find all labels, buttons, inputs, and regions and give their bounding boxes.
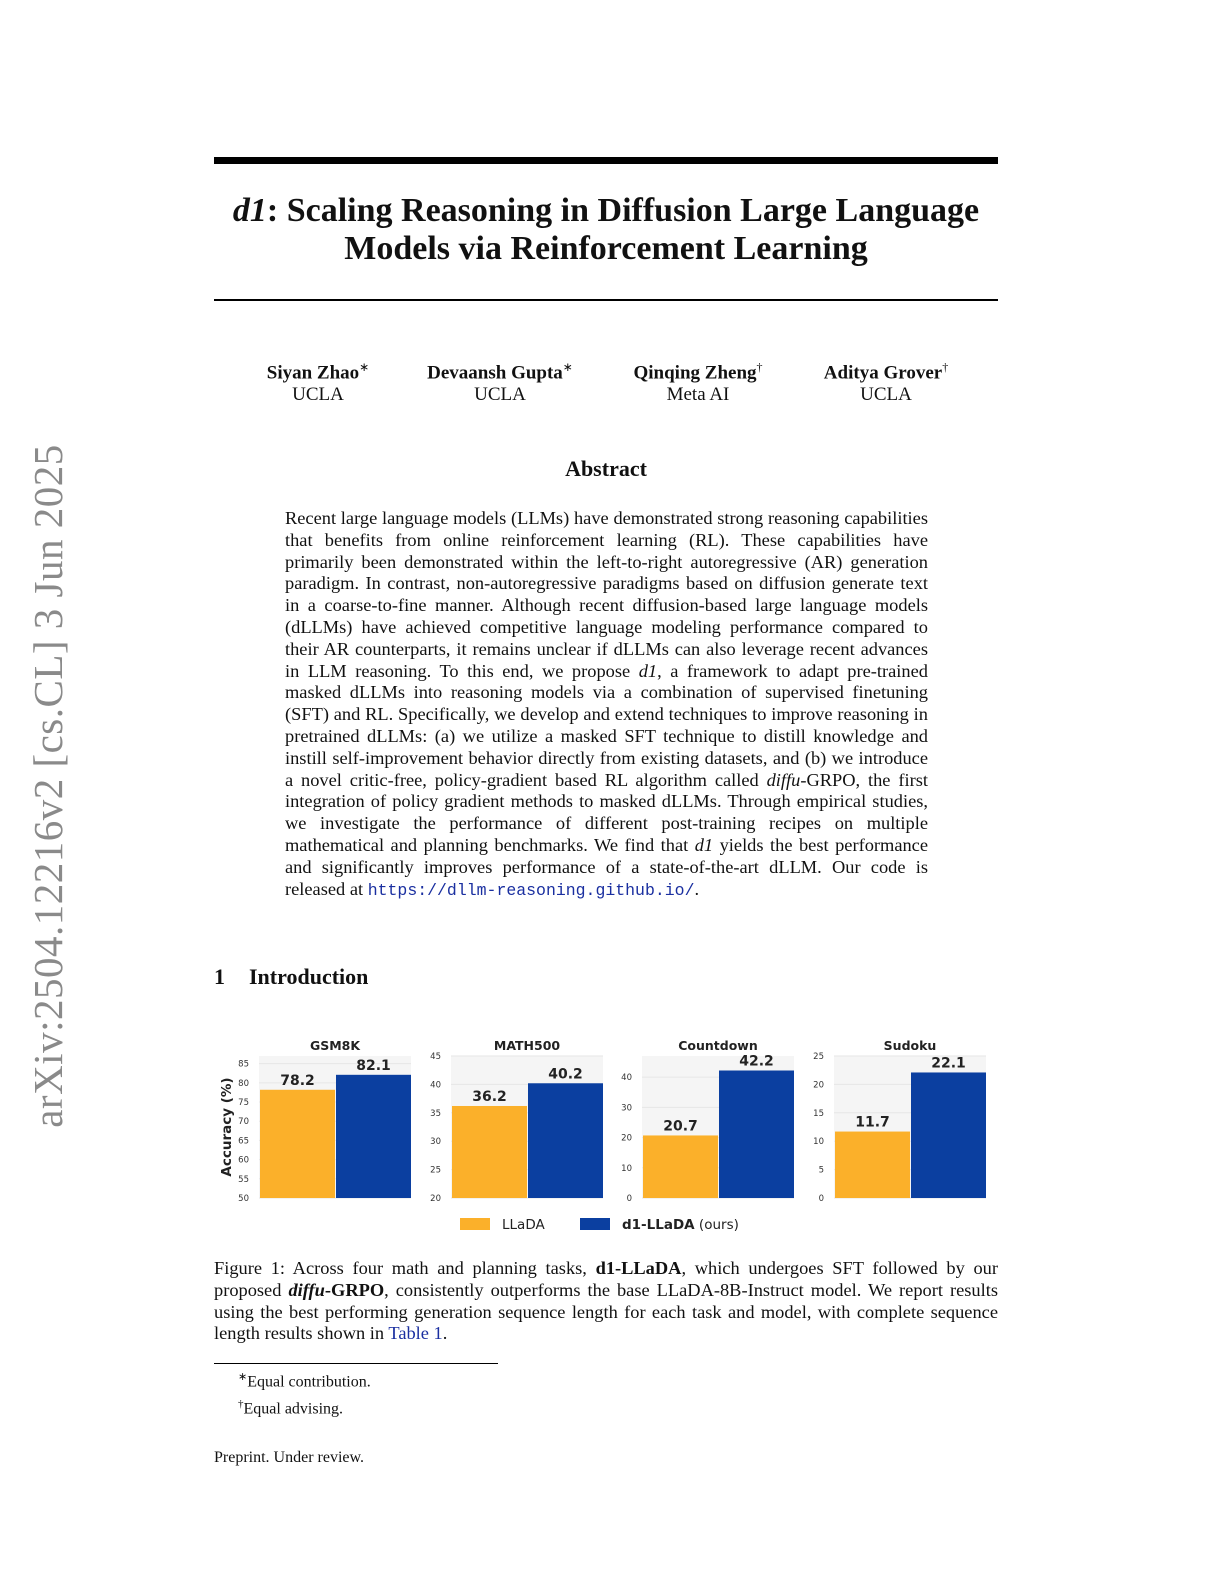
bar-d1-llada	[336, 1075, 411, 1198]
bar-value-label: 20.7	[663, 1118, 698, 1135]
author-affiliation: UCLA	[474, 384, 526, 406]
caption-end: .	[442, 1323, 448, 1344]
author-mark: †	[756, 360, 763, 374]
abstract-text-4: yields the best performance and significantly improves performance of a state-of-the-art dLLM. Our code is released at	[285, 834, 928, 899]
author-name: Qinqing Zheng	[633, 362, 757, 384]
abstract-d1-italic: d1	[638, 660, 658, 681]
bar-llada	[643, 1135, 718, 1198]
title-line1: : Scaling Reasoning in Diffusion Large Language	[266, 192, 980, 229]
caption-mid-1: , which undergoes SFT followed by our proposed	[214, 1258, 998, 1300]
author-3	[633, 356, 762, 406]
author-name: Aditya Grover	[823, 362, 943, 384]
y-tick-label: 65	[238, 1136, 249, 1147]
footnote-mark: †	[238, 1398, 244, 1411]
section-heading-introduction	[214, 964, 368, 990]
legend-label-rest: (ours)	[694, 1217, 739, 1233]
abstract-body	[285, 508, 928, 901]
footnote-text: Equal advising.	[243, 1400, 344, 1418]
bar-value-label: 36.2	[472, 1088, 507, 1105]
y-tick-label: 75	[238, 1098, 249, 1109]
arxiv-identifier: arXiv:2504.12216v2 [cs.CL] 3 Jun 2025	[25, 444, 71, 1128]
author-mark: †	[942, 360, 949, 374]
code-url-link[interactable]: https://dllm-reasoning.github.io/	[367, 880, 695, 900]
preprint-notice: Preprint. Under review.	[214, 1449, 365, 1466]
y-tick-label: 30	[621, 1103, 632, 1114]
title-italic-d1: d1	[232, 192, 267, 229]
legend-swatch-llada	[460, 1218, 490, 1230]
abstract-text-3: -GRPO, the first integration of policy gradient methods to masked dLLMs. Through empirical studies, we investigate the performance of different post-training recipes on multiple mathematical and planning benchmarks. We find that	[285, 769, 928, 855]
y-tick-label: 70	[238, 1117, 249, 1128]
bar-d1-llada	[719, 1071, 794, 1198]
footnotes	[238, 1366, 371, 1421]
figure-1-caption	[214, 1258, 998, 1345]
y-tick-label: 80	[238, 1078, 249, 1089]
footnote-1	[238, 1366, 371, 1393]
bar-value-label: 11.7	[855, 1114, 890, 1131]
y-tick-label: 35	[430, 1108, 441, 1119]
figure-1-bar-charts	[214, 1032, 1004, 1244]
y-tick-label: 20	[813, 1080, 824, 1091]
y-tick-label: 20	[621, 1133, 632, 1144]
abstract-heading: Abstract	[565, 456, 647, 481]
caption-mid-2: , consistently outperforms the base LLaDA-8B-Instruct model. We report results using the best performing generation sequence length for each task and model, with complete sequence length results shown in	[214, 1279, 998, 1344]
author-mark: ∗	[562, 360, 573, 374]
chart-title: MATH500	[493, 1038, 561, 1053]
abstract-text-1: Recent large language models (LLMs) have demonstrated strong reasoning capabilities that benefits from online reinforcement learning (RL). These capabilities have primarily been demonstrated within the left-to-right autoregressive (AR) generation paradigm. In contrast, non-autoregressive paradigms based on diffusion generate text in a coarse-to-fine manner. Although recent diffusion-based large language models (dLLMs) have achieved competitive language modeling performance compared to their AR counterparts, it remains unclear if dLLMs can also leverage recent advances in LLM reasoning. To this end, we propose	[285, 508, 928, 681]
author-mark: ∗	[359, 360, 370, 374]
bar-d1-llada	[528, 1083, 603, 1198]
y-tick-label: 20	[430, 1194, 441, 1204]
author-1	[267, 356, 369, 406]
bar-llada	[452, 1106, 527, 1198]
chart-title: Sudoku	[883, 1038, 937, 1053]
author-name: Devaansh Gupta	[427, 362, 563, 384]
abstract-d1-italic: d1	[694, 834, 714, 855]
y-tick-label: 25	[430, 1165, 441, 1176]
bar-value-label: 82.1	[356, 1057, 391, 1074]
caption-grpo: -GRPO	[324, 1279, 385, 1300]
y-tick-label: 45	[430, 1052, 441, 1062]
y-axis-label: Accuracy (%)	[219, 1077, 235, 1177]
legend-label-d1-llada	[622, 1217, 739, 1233]
y-tick-label: 10	[621, 1163, 632, 1174]
footnote-text: Equal contribution.	[247, 1373, 371, 1391]
y-tick-label: 25	[813, 1052, 824, 1062]
chart-title: Countdown	[678, 1038, 758, 1053]
author-list	[214, 356, 998, 406]
author-affiliation: Meta AI	[666, 384, 730, 406]
y-tick-label: 60	[238, 1155, 249, 1166]
legend-swatch-d1-llada	[580, 1218, 610, 1230]
footnote-mark: ∗	[238, 1371, 248, 1383]
author-affiliation: UCLA	[860, 384, 912, 406]
title-line2: Models via Reinforcement Learning	[344, 230, 868, 267]
title-rule-top	[214, 157, 998, 164]
y-tick-label: 0	[626, 1194, 632, 1204]
bar-value-label: 22.1	[931, 1055, 966, 1072]
y-tick-label: 10	[813, 1137, 824, 1148]
y-tick-label: 50	[238, 1194, 249, 1204]
author-2	[427, 356, 573, 406]
y-tick-label: 40	[430, 1080, 441, 1091]
author-name: Siyan Zhao	[266, 362, 360, 384]
chart-title: GSM8K	[309, 1038, 361, 1053]
section-number: 1	[214, 964, 225, 989]
author-4	[824, 356, 948, 406]
legend-label-bold: d1-LLaDA	[622, 1217, 695, 1233]
footnote-rule	[214, 1363, 498, 1364]
paper-title	[214, 192, 998, 268]
footnote-2	[238, 1393, 371, 1420]
abstract-text-2: , a framework to adapt pre-trained masked dLLMs into reasoning models via a combination of supervised finetuning (SFT) and RL. Specifically, we develop and extend techniques to improve reasoning in pretrained dLLMs: (a) we utilize a masked SFT technique to distill knowledge and instill self-improvement behavior directly from existing datasets, and (b) we introduce a novel critic-free, policy-gradient based RL algorithm called	[285, 660, 928, 790]
bar-llada	[260, 1090, 335, 1198]
caption-prefix: Figure 1: Across four math and planning tasks,	[214, 1258, 596, 1278]
caption-bold-d1-llada: d1-LLaDA	[595, 1258, 682, 1278]
y-tick-label: 5	[818, 1165, 824, 1176]
bar-value-label: 78.2	[280, 1072, 315, 1089]
y-tick-label: 15	[813, 1108, 824, 1119]
title-rule-bottom	[214, 299, 998, 301]
y-tick-label: 85	[238, 1059, 249, 1070]
y-tick-label: 0	[818, 1194, 824, 1204]
bar-d1-llada	[911, 1072, 986, 1198]
bar-llada	[835, 1132, 910, 1198]
y-tick-label: 40	[621, 1073, 632, 1084]
y-tick-label: 55	[238, 1174, 249, 1185]
author-affiliation: UCLA	[292, 384, 344, 406]
table-1-link[interactable]: Table 1	[388, 1323, 443, 1344]
legend-label-llada: LLaDA	[502, 1217, 545, 1233]
bar-value-label: 40.2	[548, 1066, 583, 1083]
section-title: Introduction	[249, 964, 369, 989]
abstract-diffu-italic: diffu	[766, 769, 801, 790]
caption-diffu-italic: diffu	[288, 1279, 325, 1300]
abstract-end: .	[694, 878, 700, 899]
y-tick-label: 30	[430, 1137, 441, 1148]
bar-value-label: 42.2	[739, 1053, 774, 1070]
